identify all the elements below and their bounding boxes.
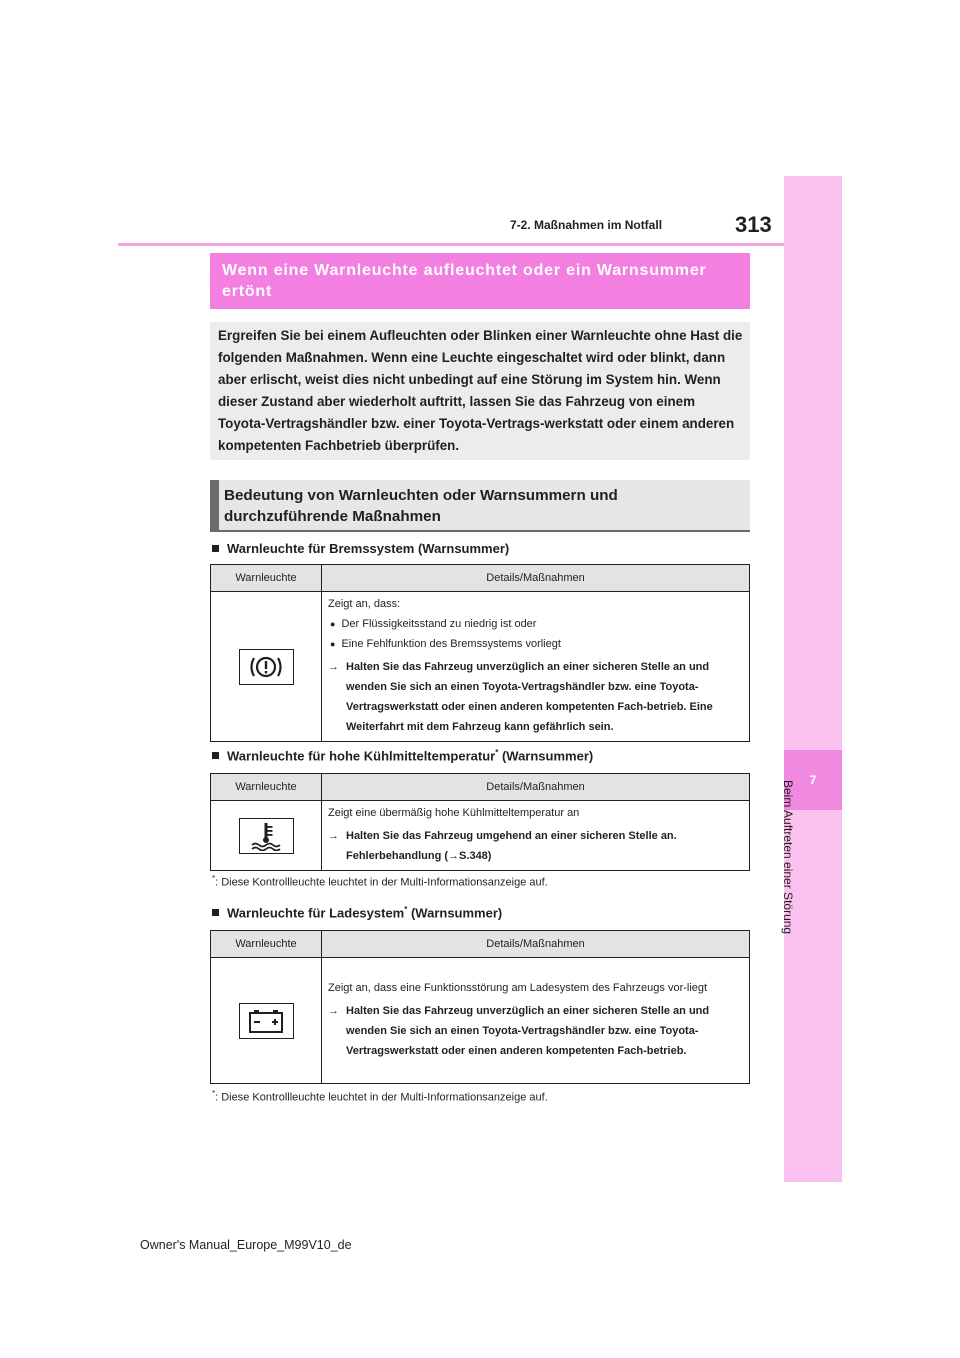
charging-title-suffix: (Warnsummer) <box>407 905 503 921</box>
brake-action <box>328 657 743 737</box>
brake-subheading <box>212 541 509 556</box>
coolant-action <box>328 826 743 866</box>
coolant-footnote-text: : Diese Kontrollleuchte leuchtet in der Multi-Informationsanzeige auf. <box>215 876 548 889</box>
brake-icon-cell <box>211 592 322 742</box>
section-heading: 7-2. Maßnahmen im Notfall <box>510 218 663 232</box>
footer-text: Owner's Manual_Europe_M99V10_de <box>140 1238 352 1252</box>
brake-intro: Zeigt an, dass: <box>328 598 401 610</box>
coolant-table <box>210 773 750 871</box>
brake-details <box>322 592 750 742</box>
charging-icon-cell <box>211 958 322 1084</box>
charging-footnote-text: : Diese Kontrollleuchte leuchtet in der Multi-Informationsanzeige auf. <box>215 1091 548 1104</box>
charging-title-footnote-mark: * <box>404 905 408 914</box>
footnote-mark: * <box>212 874 216 883</box>
brake-warning-icon <box>239 649 294 685</box>
gray-heading-rule <box>210 530 750 532</box>
brake-bullet-2: ● Eine Fehlfunktion des Bremssystems vorliegt <box>328 634 743 654</box>
coolant-footnote <box>212 874 548 889</box>
charging-table <box>210 930 750 1084</box>
square-bullet-icon <box>212 545 219 552</box>
coolant-subheading <box>212 748 593 763</box>
charging-details <box>322 958 750 1084</box>
intro-text: Ergreifen Sie bei einem Aufleuchten oder Blinken einer Warnleuchte ohne Hast die folgenden Maßnahmen. Wenn eine Leuchte eingeschaltet wird oder blinkt, dann aber erlischt, weist dies nicht unbedingt auf eine Störung im System hin. Wenn dieser Zustand aber wiederholt auftritt, lassen Sie das Fahrzeug von einem Toyota-Vertragshändler bzw. einer Toyota-Vertrags-werkstatt oder einem anderen kompetenten Fachbetrieb überprüfen. <box>218 328 743 453</box>
arrow-icon: → <box>328 661 339 673</box>
header-details: Details/Maßnahmen <box>322 774 750 801</box>
header-warnleuchte: Warnleuchte <box>211 565 322 592</box>
coolant-temperature-icon <box>239 818 294 854</box>
coolant-details <box>322 801 750 871</box>
charging-intro: Zeigt an, dass eine Funktionsstörung am Ladesystem des Fahrzeugs vor-liegt <box>328 982 708 994</box>
charging-subheading <box>212 905 502 920</box>
battery-icon <box>239 1003 294 1039</box>
charging-action-text: Halten Sie das Fahrzeug unverzüglich an einer sicheren Stelle an und wenden Sie sich an einen Toyota-Vertragshändler bzw. eine Toyota-Vertragswerkstatt oder einen anderen kompetenten Fach-betrieb. <box>346 1005 710 1057</box>
coolant-action-text: Halten Sie das Fahrzeug umgehend an einer sicheren Stelle an. Fehlerbehandlung (→S.348) <box>346 830 677 862</box>
header-rule <box>118 243 785 246</box>
square-bullet-icon <box>212 752 219 759</box>
coolant-title: Warnleuchte für hohe Kühlmitteltemperatur <box>227 748 496 764</box>
chapter-number: 7 <box>784 750 842 810</box>
section-title: Bedeutung von Warnleuchten oder Warnsummern und durchzuführende Maßnahmen <box>224 487 618 525</box>
coolant-icon-cell <box>211 801 322 871</box>
charging-action <box>328 1001 743 1061</box>
coolant-intro: Zeigt eine übermäßig hohe Kühlmitteltemperatur an <box>328 807 580 819</box>
banner-title: Wenn eine Warnleuchte aufleuchtet oder ein Warnsummer ertönt <box>222 262 707 300</box>
charging-footnote <box>212 1089 548 1104</box>
coolant-title-suffix: (Warnsummer) <box>498 748 594 764</box>
brake-table <box>210 564 750 742</box>
charging-title: Warnleuchte für Ladesystem <box>227 905 405 921</box>
gray-heading-bar <box>210 480 219 531</box>
arrow-icon: → <box>328 830 339 842</box>
brake-bullet-1: ● Der Flüssigkeitsstand zu niedrig ist oder <box>328 614 743 634</box>
square-bullet-icon <box>212 909 219 916</box>
header-warnleuchte: Warnleuchte <box>211 774 322 801</box>
brake-title: Warnleuchte für Bremssystem (Warnsummer) <box>227 541 510 556</box>
brake-action-text: Halten Sie das Fahrzeug unverzüglich an einer sicheren Stelle an und wenden Sie sich an einen Toyota-Vertragshändler bzw. eine Toyota-Vertragswerkstatt oder einen anderen kompetenten Fach-betrieb. Eine Weiterfahrt mit dem Fahrzeug kann gefährlich sein. <box>346 661 713 733</box>
chapter-title: Beim Auftreten einer Störung <box>781 780 795 935</box>
coolant-title-footnote-mark: * <box>495 748 499 757</box>
page-number: 313 <box>735 212 772 237</box>
arrow-icon: → <box>328 1005 339 1017</box>
footnote-mark: * <box>212 1089 216 1098</box>
header-warnleuchte: Warnleuchte <box>211 931 322 958</box>
chapter-side-tab <box>784 176 842 1182</box>
header-details: Details/Maßnahmen <box>322 931 750 958</box>
header-details: Details/Maßnahmen <box>322 565 750 592</box>
